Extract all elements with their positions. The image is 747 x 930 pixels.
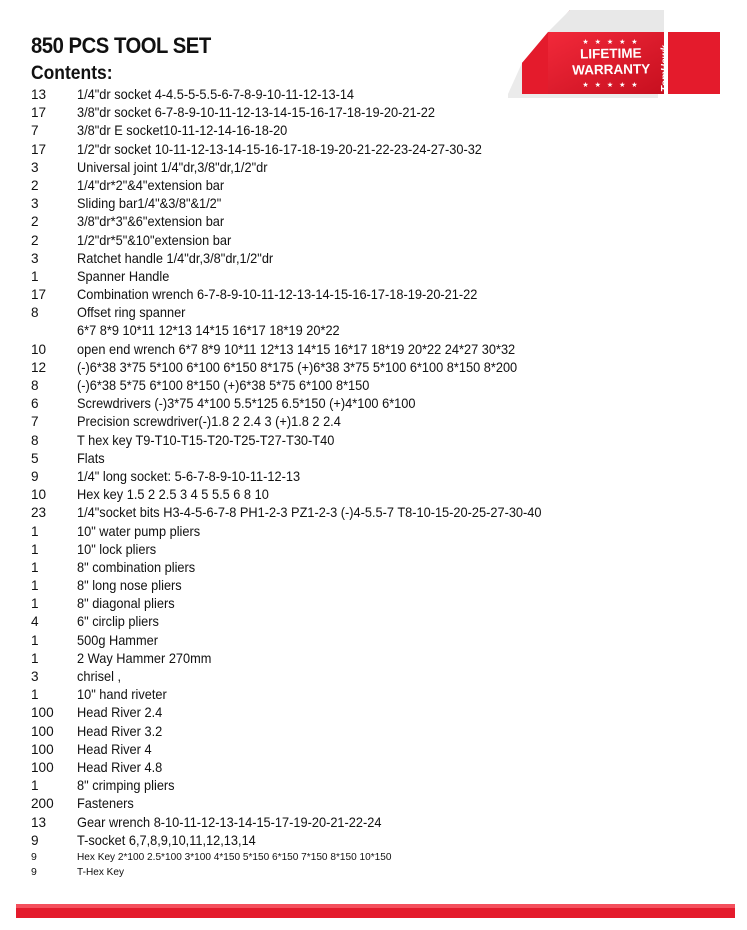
footer-bar xyxy=(16,904,735,918)
item-description: 8" long nose pliers xyxy=(77,578,182,594)
item-quantity: 10 xyxy=(31,487,47,503)
item-description: Universal joint 1/4"dr,3/8"dr,1/2"dr xyxy=(77,159,268,175)
item-quantity: 1 xyxy=(31,268,39,284)
list-item xyxy=(31,795,731,813)
item-description: 500g Hammer xyxy=(77,632,158,648)
list-item xyxy=(31,741,731,759)
list-item xyxy=(31,504,731,522)
list-item xyxy=(31,432,731,450)
item-description: 3/8"dr E socket10-11-12-14-16-18-20 xyxy=(77,123,288,139)
item-description: 6*7 8*9 10*11 12*13 14*15 16*17 18*19 20*22 xyxy=(77,323,340,339)
item-description: Hex Key 2*100 2.5*100 3*100 4*150 5*150 6*150 7*150 8*150 10*150 xyxy=(77,850,392,863)
item-description: 10" lock pliers xyxy=(77,541,157,557)
item-description: 3/8"dr*3"&6"extension bar xyxy=(77,214,225,230)
item-quantity: 2 xyxy=(31,177,39,193)
item-quantity: 100 xyxy=(31,705,54,721)
item-description: Screwdrivers (-)3*75 4*100 5.5*125 6.5*150 (+)4*100 6*100 xyxy=(77,396,416,412)
item-description: 10" hand riveter xyxy=(77,687,167,703)
item-description: Fasteners xyxy=(77,796,134,812)
item-quantity: 1 xyxy=(31,541,39,557)
list-item xyxy=(31,650,731,668)
item-quantity: 1 xyxy=(31,650,39,666)
item-quantity: 1 xyxy=(31,559,39,575)
item-quantity: 10 xyxy=(31,341,47,357)
list-item xyxy=(31,341,731,359)
badge-line1: LIFETIME xyxy=(579,45,642,62)
list-item xyxy=(31,304,731,322)
item-quantity: 9 xyxy=(31,850,37,863)
item-quantity: 1 xyxy=(31,778,39,794)
item-quantity: 1 xyxy=(31,687,39,703)
item-description: 1/2"dr*5"&10"extension bar xyxy=(77,232,232,248)
list-item xyxy=(31,613,731,631)
list-item xyxy=(31,177,731,195)
list-item xyxy=(31,541,731,559)
item-quantity: 4 xyxy=(31,614,39,630)
item-quantity: 7 xyxy=(31,414,39,430)
item-quantity: 1 xyxy=(31,596,39,612)
item-quantity: 12 xyxy=(31,359,47,375)
list-item xyxy=(31,377,731,395)
item-description: 6" circlip pliers xyxy=(77,614,159,630)
item-quantity: 17 xyxy=(31,287,47,303)
list-item xyxy=(31,232,731,250)
item-description: (-)6*38 3*75 5*100 6*100 6*150 8*175 (+)6*38 3*75 5*100 6*100 8*150 8*200 xyxy=(77,359,518,375)
item-description: Head River 3.2 xyxy=(77,723,163,739)
list-item xyxy=(31,195,731,213)
item-description: Head River 4.8 xyxy=(77,759,163,775)
item-quantity: 13 xyxy=(31,814,47,830)
item-description: 2 Way Hammer 270mm xyxy=(77,650,212,666)
item-quantity: 2 xyxy=(31,214,39,230)
item-quantity: 6 xyxy=(31,396,39,412)
item-description: T-socket 6,7,8,9,10,11,12,13,14 xyxy=(77,832,256,848)
item-quantity: 1 xyxy=(31,523,39,539)
item-description: T-Hex Key xyxy=(77,865,125,878)
item-description: Combination wrench 6-7-8-9-10-11-12-13-14-15-16-17-18-19-20-21-22 xyxy=(77,287,478,303)
item-description: Flats xyxy=(77,450,105,466)
item-quantity: 8 xyxy=(31,432,39,448)
item-description: Spanner Handle xyxy=(77,268,170,284)
item-quantity: 9 xyxy=(31,832,39,848)
list-item xyxy=(31,322,731,340)
item-quantity: 100 xyxy=(31,723,54,739)
item-description: T hex key T9-T10-T15-T20-T25-T27-T30-T40 xyxy=(77,432,335,448)
item-quantity: 9 xyxy=(31,468,39,484)
list-item xyxy=(31,559,731,577)
contents-heading: Contents: xyxy=(31,63,113,84)
list-item xyxy=(31,122,731,140)
item-description: Gear wrench 8-10-11-12-13-14-15-17-19-20-21-22-24 xyxy=(77,814,382,830)
list-item xyxy=(31,777,731,795)
item-description: Sliding bar1/4"&3/8"&1/2" xyxy=(77,196,222,212)
list-item xyxy=(31,577,731,595)
list-item xyxy=(31,704,731,722)
list-item xyxy=(31,450,731,468)
list-item xyxy=(31,104,731,122)
item-quantity: 13 xyxy=(31,87,47,102)
list-item xyxy=(31,268,731,286)
badge-line2: WARRANTY xyxy=(572,61,651,78)
list-item xyxy=(31,832,731,850)
item-quantity: 17 xyxy=(31,141,47,157)
item-description: 1/2"dr socket 10-11-12-13-14-15-16-17-18-19-20-21-22-23-24-27-30-32 xyxy=(77,141,482,157)
list-item xyxy=(31,523,731,541)
item-quantity: 5 xyxy=(31,450,39,466)
list-item xyxy=(31,159,731,177)
list-item xyxy=(31,468,731,486)
list-item xyxy=(31,86,731,104)
item-quantity: 100 xyxy=(31,741,54,757)
item-description: Head River 4 xyxy=(77,741,152,757)
item-quantity: 17 xyxy=(31,105,47,121)
item-quantity: 100 xyxy=(31,759,54,775)
item-quantity: 8 xyxy=(31,378,39,393)
item-description: 1/4" long socket: 5-6-7-8-9-10-11-12-13 xyxy=(77,468,301,484)
list-item xyxy=(31,286,731,304)
list-item xyxy=(31,632,731,650)
list-item xyxy=(31,850,731,865)
item-description: Head River 2.4 xyxy=(77,705,163,721)
item-quantity: 3 xyxy=(31,669,39,684)
item-description: 8" crimping pliers xyxy=(77,778,175,794)
list-item xyxy=(31,141,731,159)
item-description: 8" diagonal pliers xyxy=(77,596,175,612)
list-item xyxy=(31,723,731,741)
item-quantity: 1 xyxy=(31,578,39,594)
item-quantity: 23 xyxy=(31,505,47,521)
item-description: Precision screwdriver(-)1.8 2 2.4 3 (+)1.8 2 2.4 xyxy=(77,414,341,430)
item-quantity: 3 xyxy=(31,250,39,266)
list-item xyxy=(31,686,731,704)
page-title: 850 PCS TOOL SET xyxy=(31,33,211,58)
item-quantity: 8 xyxy=(31,305,39,321)
badge-stars-top: ★ ★ ★ ★ ★ xyxy=(582,39,640,46)
list-item xyxy=(31,486,731,504)
item-quantity: 9 xyxy=(31,865,37,878)
list-item xyxy=(31,814,731,832)
badge-stars-bottom: ★ ★ ★ ★ ★ xyxy=(582,82,640,89)
item-description: open end wrench 6*7 8*9 10*11 12*13 14*15 16*17 18*19 20*22 24*27 30*32 xyxy=(77,341,516,357)
item-quantity: 200 xyxy=(31,796,54,812)
item-description: Offset ring spanner xyxy=(77,305,186,321)
item-description: 3/8"dr socket 6-7-8-9-10-11-12-13-14-15-16-17-18-19-20-21-22 xyxy=(77,105,436,121)
badge-text xyxy=(561,45,662,79)
item-description: (-)6*38 5*75 6*100 8*150 (+)6*38 5*75 6*100 8*150 xyxy=(77,378,370,393)
item-quantity: 7 xyxy=(31,123,39,139)
list-item xyxy=(31,865,731,880)
item-quantity: 3 xyxy=(31,196,39,212)
item-quantity: 2 xyxy=(31,232,39,248)
list-item xyxy=(31,759,731,777)
item-description: 10" water pump pliers xyxy=(77,523,201,539)
item-description: 1/4"socket bits H3-4-5-6-7-8 PH1-2-3 PZ1-2-3 (-)4-5.5-7 T8-10-15-20-25-27-30-40 xyxy=(77,505,542,521)
item-quantity: 3 xyxy=(31,159,39,175)
brand-logo: TomHawk xyxy=(660,45,671,92)
item-description: Ratchet handle 1/4"dr,3/8"dr,1/2"dr xyxy=(77,250,274,266)
list-item xyxy=(31,413,731,431)
list-item xyxy=(31,213,731,231)
item-quantity: 1 xyxy=(31,632,39,648)
item-description: Hex key 1.5 2 2.5 3 4 5 5.5 6 8 10 xyxy=(77,487,269,503)
item-description: 1/4"dr socket 4-4.5-5-5.5-6-7-8-9-10-11-12-13-14 xyxy=(77,87,355,102)
contents-list xyxy=(31,86,731,880)
list-item xyxy=(31,395,731,413)
item-description: 8" combination pliers xyxy=(77,559,196,575)
list-item xyxy=(31,595,731,613)
item-description: chrisel , xyxy=(77,669,122,684)
list-item xyxy=(31,359,731,377)
list-item xyxy=(31,250,731,268)
item-description: 1/4"dr*2"&4"extension bar xyxy=(77,177,225,193)
list-item xyxy=(31,668,731,686)
